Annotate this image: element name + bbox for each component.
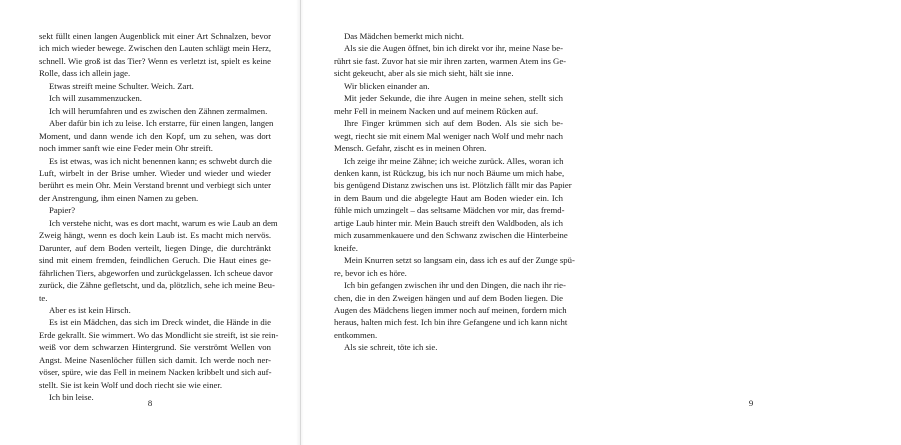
text-line: artige Laub hinter mir. Mein Bauch streift den Waldboden, als ich bbox=[334, 217, 563, 228]
text-line: Darunter, auf dem Boden verteilt, liegen Dinge, die durchtränkt bbox=[39, 242, 271, 253]
text-line: mehr Fell in meinem Nacken und auf meinem Rücken auf. bbox=[334, 105, 539, 116]
right-page-number: 9 bbox=[748, 398, 754, 408]
text-line: zurück, die Zähne gefletscht, und da, plötzlich, sehe ich meine Beu- bbox=[39, 280, 275, 291]
text-line: Aber es ist kein Hirsch. bbox=[49, 304, 131, 315]
left-page-number: 8 bbox=[147, 398, 153, 408]
text-line: vöser, spüre, wie das Fell in meinem Nacken kribbelt und sich auf- bbox=[39, 367, 272, 378]
text-line: Das Mädchen bemerkt mich nicht. bbox=[344, 31, 464, 41]
text-line: bis genügend Distanz zwischen uns ist. Plötzlich fällt mir das Papier bbox=[334, 180, 572, 191]
text-line: sekt füllt einen langen Augenblick mit einer Art Schnalzen, bevor bbox=[39, 31, 271, 41]
text-line: weiß vor dem schwarzen Hintergrund. Sie verströmt Wellen von bbox=[39, 342, 271, 353]
text-line: kneife. bbox=[334, 242, 358, 253]
text-line: Ich will zusammenzucken. bbox=[49, 93, 142, 104]
text-line: der Anstrengung, ihm einen Namen zu geben. bbox=[39, 192, 199, 203]
text-line: denken kann, ist Rückzug, bis ich nur noch Bäume um mich habe, bbox=[334, 167, 565, 178]
right-page bbox=[300, 0, 754, 445]
text-line: Aber dafür bin ich zu leise. Ich erstarre, für einen langen, langen bbox=[49, 118, 274, 129]
text-line: Als sie die Augen öffnet, bin ich direkt vor ihr, meine Nase be- bbox=[344, 43, 563, 54]
text-line: te. bbox=[39, 292, 48, 303]
text-line: sicht gekeucht, aber als sie mich sieht, hält sie inne. bbox=[334, 68, 514, 79]
text-line: Erde gekrallt. Sie wimmert. Wo das Mondlicht sie streift, ist sie rein- bbox=[39, 329, 279, 340]
text-line: Ich bin leise. bbox=[49, 392, 94, 403]
left-page-text bbox=[39, 30, 279, 404]
text-line: Mensch. Gefahr, zischt es in meinen Ohren. bbox=[334, 143, 487, 154]
text-line: Mit jeder Sekunde, die ihre Augen in meine sehen, stellt sich bbox=[344, 93, 563, 104]
text-line: Ich will herumfahren und es zwischen den Zähnen zermalmen. bbox=[49, 105, 268, 116]
text-line: Rolle, dass ich allein jage. bbox=[39, 68, 131, 79]
text-line: Zweig hängt, wenn es doch kein Laub ist. Es macht mich nervös. bbox=[39, 230, 271, 241]
text-line: Es ist etwas, was ich nicht benennen kann; es schwebt durch die bbox=[49, 155, 272, 166]
text-line: Etwas streift meine Schulter. Weich. Zart. bbox=[49, 80, 194, 91]
text-line: Ich verstehe nicht, was es dort macht, warum es wie Laub an dem bbox=[49, 217, 278, 228]
text-line: sind mit einem fremden, feindlichen Geruch. Die Haut eines ge- bbox=[39, 255, 271, 266]
text-line: Augen des Mädchens liegen immer noch auf meinen, fordern mich bbox=[334, 304, 567, 315]
text-line: Papier? bbox=[49, 205, 76, 216]
text-line: berührt es mein Ohr. Mein Verstand brennt und verbiegt sich unter bbox=[39, 180, 271, 191]
text-line: Luft, wirbelt in der Brise umher. Wieder und wieder und wieder bbox=[39, 167, 271, 178]
text-line: mich zusammenkauere und den Schwanz zwischen die Hinterbeine bbox=[334, 230, 568, 241]
text-line: re, bevor ich es höre. bbox=[334, 267, 407, 278]
text-line: Angst. Meine Nasenlöcher füllen sich damit. Ich werde noch ner- bbox=[39, 354, 271, 365]
text-line: Ihre Finger krümmen sich auf dem Boden. Als sie sich be- bbox=[344, 118, 563, 129]
text-line: Es ist ein Mädchen, das sich im Dreck windet, die Hände in die bbox=[49, 317, 271, 328]
text-line: in dem Baum und die abgelegte Haut am Boden wieder ein. Ich bbox=[334, 192, 563, 203]
text-line: Als sie schreit, töte ich sie. bbox=[344, 342, 438, 353]
text-line: entkommen. bbox=[334, 329, 378, 340]
text-line: rührt sie fast. Zuvor hat sie mir ihren zarten, warmen Atem ins Ge- bbox=[334, 55, 567, 66]
left-page bbox=[0, 0, 300, 445]
text-line: heraus, halten mich fest. Ich bin ihre Gefangene und ich kann nicht bbox=[334, 317, 568, 328]
text-line: stellt. Sie ist kein Wolf und doch riecht sie wie einer. bbox=[39, 379, 222, 390]
text-line: fährlichen Tiers, abgeworfen und zurückgelassen. Ich scheue davor bbox=[39, 267, 273, 278]
text-line: Mein Knurren setzt so langsam ein, dass ich es auf der Zunge spü- bbox=[344, 255, 575, 266]
text-line: schnell. Wie groß ist das Tier? Wenn es verletzt ist, spielt es keine bbox=[39, 55, 271, 66]
text-line: chen, die in den Zweigen hängen und auf dem Boden liegen. Die bbox=[334, 292, 563, 303]
text-line: Wir blicken einander an. bbox=[344, 80, 430, 91]
text-line: fühle mich umzingelt – das seltsame Mädchen vor mir, das fremd- bbox=[334, 205, 565, 216]
text-line: Moment, und dann wende ich den Kopf, um zu sehen, was dort bbox=[39, 130, 271, 141]
text-line: Ich bin gefangen zwischen ihr und den Dingen, die nach ihr rie- bbox=[344, 280, 566, 291]
text-line: noch immer sanft wie eine Feder mein Ohr streift. bbox=[39, 143, 213, 154]
text-line: ich mich wieder bewege. Zwischen den Lauten schlägt mein Herz, bbox=[39, 43, 271, 54]
right-page-text bbox=[334, 30, 575, 354]
text-line: Ich zeige ihr meine Zähne; ich weiche zurück. Alles, woran ich bbox=[344, 155, 564, 166]
text-line: wegt, riecht sie mit einem Mal weniger nach Wolf und mehr nach bbox=[334, 130, 563, 141]
